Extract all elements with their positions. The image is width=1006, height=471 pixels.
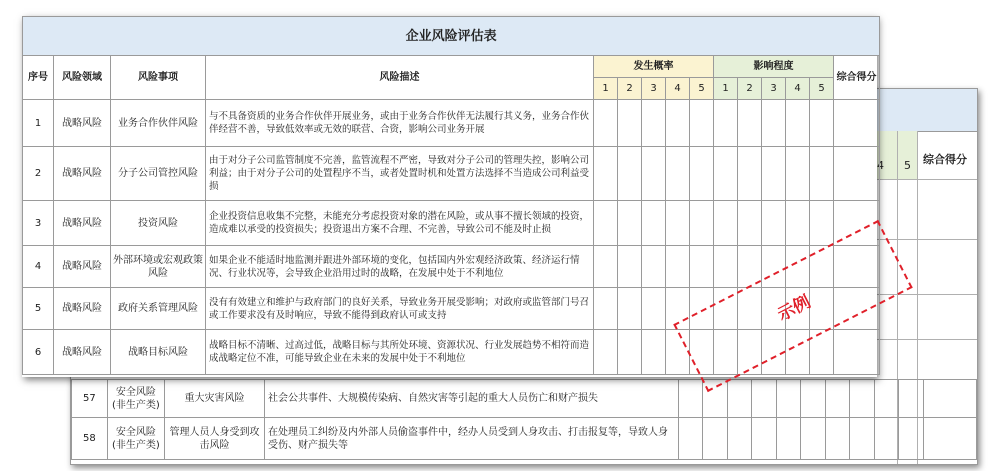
grid-line <box>877 339 977 340</box>
impact-scale-5: 5 <box>810 78 834 100</box>
back-score-header: 综合得分 <box>923 153 967 166</box>
title-row <box>23 17 880 56</box>
back-risk-table <box>71 379 977 460</box>
desc-cell: 战略目标不清晰、过高过低，战略目标与其所处环境、资源状况、行业发展趋势不相符而造成战略定位不准，可能导致企业在未来的发展中处于不利地位 <box>206 330 594 375</box>
field-cell: 战略风险 <box>54 330 111 375</box>
seq-cell: 1 <box>23 100 54 147</box>
seq-cell: 3 <box>23 201 54 246</box>
desc-cell: 社会公共事件、大规模传染病、自然灾害等引起的重大人员伤亡和财产损失 <box>265 380 679 418</box>
grid-line <box>877 239 977 240</box>
item-cell: 政府关系管理风险 <box>111 288 206 330</box>
back-scale-4: 4 <box>877 159 884 172</box>
field-cell: 战略风险 <box>54 201 111 246</box>
desc-cell: 没有有效建立和维护与政府部门的良好关系，导致业务开展受影响；对政府或监管部门号召或工作要求没有及时响应，导致不能得到政府认可或支持 <box>206 288 594 330</box>
prob-scale-4: 4 <box>666 78 690 100</box>
field-cell: 战略风险 <box>54 246 111 288</box>
field-cell: 战略风险 <box>54 288 111 330</box>
grid-line <box>877 179 977 180</box>
seq-cell: 6 <box>23 330 54 375</box>
item-cell: 投资风险 <box>111 201 206 246</box>
seq-cell: 4 <box>23 246 54 288</box>
field-cell: 安全风险 (非生产类) <box>107 380 164 418</box>
item-cell: 分子公司管控风险 <box>111 147 206 201</box>
desc-cell: 与不具备资质的业务合作伙伴开展业务，或由于业务合作伙伴无法履行其义务，业务合作伙伴经营不善，导致低效率或无效的联营、合资，影响公司业务开展 <box>206 100 594 147</box>
prob-scale-3: 3 <box>642 78 666 100</box>
header-desc: 风险描述 <box>206 56 594 100</box>
item-cell: 战略目标风险 <box>111 330 206 375</box>
header-impact: 影响程度 <box>714 56 834 78</box>
seq-cell: 58 <box>72 418 108 460</box>
seq-cell: 2 <box>23 147 54 201</box>
desc-cell: 在处理员工纠纷及内外部人员偷盗事件中，经办人员受到人身攻击、打击报复等，导致人身受伤、财产损失等 <box>265 418 679 460</box>
table-row <box>23 100 880 147</box>
impact-scale-2: 2 <box>738 78 762 100</box>
header-score: 综合得分 <box>834 56 880 100</box>
field-cell: 战略风险 <box>54 147 111 201</box>
sheet-title: 企业风险评估表 <box>23 17 880 56</box>
table-row <box>23 201 880 246</box>
table-row <box>72 418 977 460</box>
table-row <box>23 246 880 288</box>
header-row <box>23 56 880 78</box>
desc-cell: 由于对分子公司监管制度不完善，监管流程不严密，导致对分子公司的管理失控，影响公司利益；由于对分子公司的处置程序不当，或者处置时机和处置方法选择不当造成公司利益受损 <box>206 147 594 201</box>
back-scale-5: 5 <box>904 159 911 172</box>
desc-cell: 企业投资信息收集不完整，未能充分考虑投资对象的潜在风险，或从事不擅长领域的投资，造成难以承受的投资损失；投资退出方案不合理、不完善，导致公司不能及时止损 <box>206 201 594 246</box>
prob-scale-5: 5 <box>690 78 714 100</box>
seq-cell: 5 <box>23 288 54 330</box>
desc-cell: 如果企业不能适时地监测并跟进外部环境的变化，包括国内外宏观经济政策、经济运行情况、行业状况等，会导致企业沿用过时的战略，在发展中处于不利地位 <box>206 246 594 288</box>
field-cell: 战略风险 <box>54 100 111 147</box>
impact-scale-4: 4 <box>786 78 810 100</box>
seq-cell: 57 <box>72 380 108 418</box>
header-field: 风险领域 <box>54 56 111 100</box>
header-probability: 发生概率 <box>594 56 714 78</box>
prob-scale-1: 1 <box>594 78 618 100</box>
impact-scale-3: 3 <box>762 78 786 100</box>
item-cell: 业务合作伙伴风险 <box>111 100 206 147</box>
header-item: 风险事项 <box>111 56 206 100</box>
sample-stamp-text: 示例 <box>774 291 814 325</box>
item-cell: 管理人员人身受到攻击风险 <box>164 418 264 460</box>
impact-scale-1: 1 <box>714 78 738 100</box>
prob-scale-2: 2 <box>618 78 642 100</box>
table-row <box>72 380 977 418</box>
table-row <box>23 147 880 201</box>
field-cell: 安全风险 (非生产类) <box>107 418 164 460</box>
item-cell: 重大灾害风险 <box>164 380 264 418</box>
header-seq: 序号 <box>23 56 54 100</box>
item-cell: 外部环境或宏观政策风险 <box>111 246 206 288</box>
